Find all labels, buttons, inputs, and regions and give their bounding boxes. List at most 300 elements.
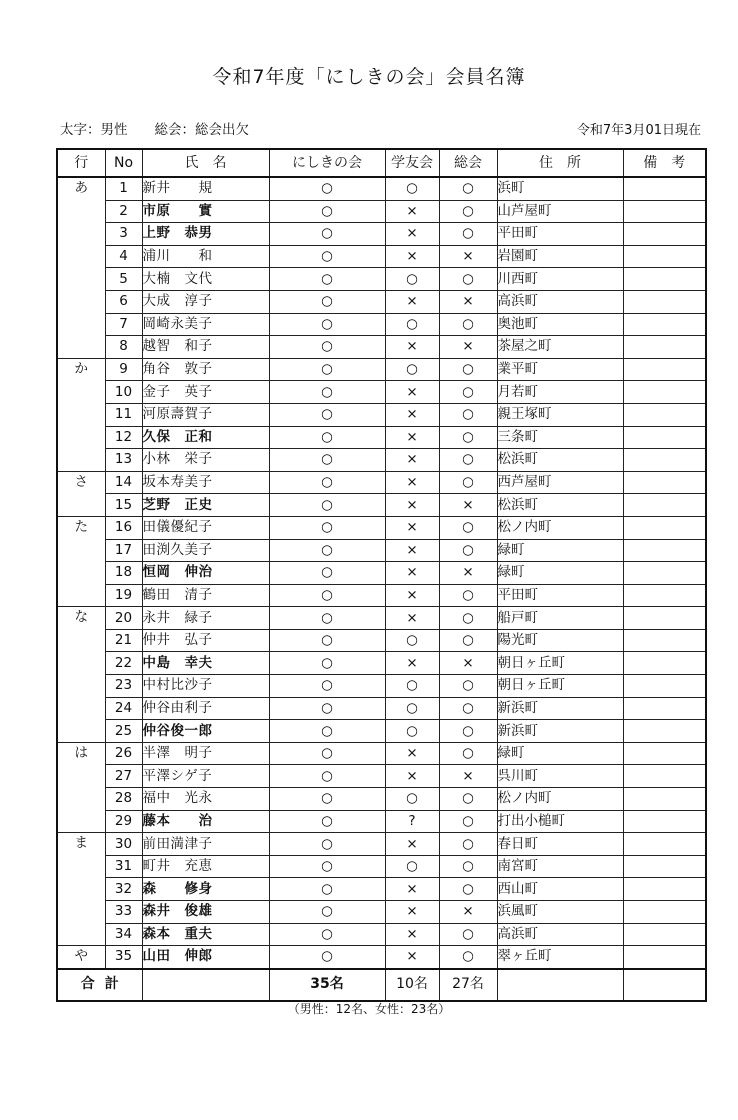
- nishiki-mark: ○: [269, 177, 385, 200]
- member-address: 松ノ内町: [497, 788, 623, 811]
- member-address: 緑町: [497, 742, 623, 765]
- gakuyu-mark: ○: [385, 675, 439, 698]
- member-notes: [623, 788, 706, 811]
- sokai-mark: ○: [439, 268, 497, 291]
- member-address: 月若町: [497, 381, 623, 404]
- gakuyu-mark: ×: [385, 742, 439, 765]
- member-no: 5: [105, 268, 142, 291]
- gakuyu-mark: ×: [385, 652, 439, 675]
- sokai-mark: ○: [439, 516, 497, 539]
- nishiki-mark: ○: [269, 923, 385, 946]
- table-row: [57, 223, 706, 246]
- member-notes: [623, 539, 706, 562]
- member-no: 3: [105, 223, 142, 246]
- total-notes-blank: [623, 969, 706, 1001]
- gakuyu-mark: ×: [385, 607, 439, 630]
- member-name: 森本 重夫: [142, 923, 269, 946]
- total-name-blank: [142, 969, 269, 1001]
- nishiki-mark: ○: [269, 223, 385, 246]
- member-no: 31: [105, 855, 142, 878]
- member-no: 22: [105, 652, 142, 675]
- member-notes: [623, 516, 706, 539]
- member-notes: [623, 652, 706, 675]
- member-address: 南宮町: [497, 855, 623, 878]
- gakuyu-mark: ○: [385, 788, 439, 811]
- sokai-mark: ×: [439, 494, 497, 517]
- sokai-mark: ○: [439, 855, 497, 878]
- gakuyu-mark: ○: [385, 629, 439, 652]
- sokai-mark: ○: [439, 742, 497, 765]
- gakuyu-mark: ×: [385, 584, 439, 607]
- gakuyu-mark: ○: [385, 720, 439, 743]
- member-no: 14: [105, 471, 142, 494]
- gender-count-footnote: （男性：12名、女性：23名）: [287, 1002, 451, 1016]
- member-notes: [623, 223, 706, 246]
- member-address: 高浜町: [497, 290, 623, 313]
- nishiki-mark: ○: [269, 358, 385, 381]
- nishiki-mark: ○: [269, 562, 385, 585]
- roster-body: [57, 177, 706, 969]
- member-notes: [623, 765, 706, 788]
- member-address: 西山町: [497, 878, 623, 901]
- gakuyu-mark: ×: [385, 426, 439, 449]
- member-notes: [623, 742, 706, 765]
- member-notes: [623, 494, 706, 517]
- member-notes: [623, 290, 706, 313]
- member-notes: [623, 268, 706, 291]
- member-notes: [623, 403, 706, 426]
- member-no: 11: [105, 403, 142, 426]
- gakuyu-mark: ×: [385, 562, 439, 585]
- member-address: 業平町: [497, 358, 623, 381]
- gakuyu-mark: ×: [385, 494, 439, 517]
- header-name: 氏 名: [142, 149, 269, 177]
- sokai-mark: ○: [439, 358, 497, 381]
- member-address: 松浜町: [497, 449, 623, 472]
- member-name: 仲谷由利子: [142, 697, 269, 720]
- member-address: 西芦屋町: [497, 471, 623, 494]
- nishiki-mark: ○: [269, 426, 385, 449]
- gakuyu-mark: ×: [385, 403, 439, 426]
- member-no: 13: [105, 449, 142, 472]
- member-name: 田儀優紀子: [142, 516, 269, 539]
- member-notes: [623, 855, 706, 878]
- member-address: 川西町: [497, 268, 623, 291]
- member-notes: [623, 675, 706, 698]
- gakuyu-mark: ×: [385, 471, 439, 494]
- member-notes: [623, 833, 706, 856]
- table-row: [57, 765, 706, 788]
- table-row: [57, 539, 706, 562]
- sokai-mark: ○: [439, 403, 497, 426]
- nishiki-mark: ○: [269, 516, 385, 539]
- member-notes: [623, 471, 706, 494]
- member-name: 仲谷俊一郎: [142, 720, 269, 743]
- member-name: 恒岡 伸治: [142, 562, 269, 585]
- member-address: 山芦屋町: [497, 200, 623, 223]
- table-row: [57, 833, 706, 856]
- member-notes: [623, 426, 706, 449]
- gakuyu-mark: ○: [385, 697, 439, 720]
- table-row: [57, 675, 706, 698]
- member-notes: [623, 720, 706, 743]
- nishiki-mark: ○: [269, 652, 385, 675]
- table-row: [57, 923, 706, 946]
- member-address: 平田町: [497, 584, 623, 607]
- member-address: 緑町: [497, 539, 623, 562]
- page-title: 令和7年度「にしきの会」会員名簿: [212, 66, 526, 88]
- member-no: 28: [105, 788, 142, 811]
- member-notes: [623, 923, 706, 946]
- member-name: 田渕久美子: [142, 539, 269, 562]
- nishiki-mark: ○: [269, 336, 385, 359]
- member-name: 岡崎永美子: [142, 313, 269, 336]
- gakuyu-mark: ○: [385, 268, 439, 291]
- gakuyu-mark: ×: [385, 946, 439, 969]
- table-row: [57, 946, 706, 969]
- sokai-mark: ○: [439, 177, 497, 200]
- member-address: 浜風町: [497, 901, 623, 924]
- total-nishiki: 35名: [269, 969, 385, 1001]
- member-notes: [623, 177, 706, 200]
- row-group-label: た: [57, 516, 105, 606]
- gakuyu-mark: ×: [385, 833, 439, 856]
- member-name: 上野 恭男: [142, 223, 269, 246]
- row-group-label: や: [57, 946, 105, 969]
- table-row: [57, 358, 706, 381]
- member-address: 親王塚町: [497, 403, 623, 426]
- member-name: 町井 充恵: [142, 855, 269, 878]
- member-address: 高浜町: [497, 923, 623, 946]
- gakuyu-mark: ×: [385, 539, 439, 562]
- gakuyu-mark: ×: [385, 336, 439, 359]
- member-no: 4: [105, 245, 142, 268]
- member-notes: [623, 245, 706, 268]
- member-no: 17: [105, 539, 142, 562]
- row-group-label: さ: [57, 471, 105, 516]
- member-name: 大楠 文代: [142, 268, 269, 291]
- gakuyu-mark: ×: [385, 381, 439, 404]
- sokai-mark: ○: [439, 607, 497, 630]
- member-address: 浜町: [497, 177, 623, 200]
- sokai-mark: ○: [439, 629, 497, 652]
- nishiki-mark: ○: [269, 742, 385, 765]
- member-no: 16: [105, 516, 142, 539]
- table-row: [57, 381, 706, 404]
- member-notes: [623, 313, 706, 336]
- sokai-mark: ○: [439, 426, 497, 449]
- member-name: 金子 英子: [142, 381, 269, 404]
- gakuyu-mark: ×: [385, 245, 439, 268]
- member-name: 藤本 治: [142, 810, 269, 833]
- member-no: 15: [105, 494, 142, 517]
- member-no: 23: [105, 675, 142, 698]
- nishiki-mark: ○: [269, 403, 385, 426]
- gakuyu-mark: ×: [385, 878, 439, 901]
- member-no: 10: [105, 381, 142, 404]
- nishiki-mark: ○: [269, 675, 385, 698]
- table-row: [57, 403, 706, 426]
- member-name: 半澤 明子: [142, 742, 269, 765]
- nishiki-mark: ○: [269, 946, 385, 969]
- nishiki-mark: ○: [269, 788, 385, 811]
- sokai-mark: ○: [439, 720, 497, 743]
- sokai-mark: ○: [439, 313, 497, 336]
- member-no: 2: [105, 200, 142, 223]
- header-notes: 備 考: [623, 149, 706, 177]
- nishiki-mark: ○: [269, 720, 385, 743]
- nishiki-mark: ○: [269, 200, 385, 223]
- table-row: [57, 742, 706, 765]
- sokai-mark: ×: [439, 290, 497, 313]
- member-name: 河原壽賀子: [142, 403, 269, 426]
- member-name: 前田満津子: [142, 833, 269, 856]
- member-no: 35: [105, 946, 142, 969]
- member-name: 坂本寿美子: [142, 471, 269, 494]
- member-no: 32: [105, 878, 142, 901]
- header-no: No: [105, 149, 142, 177]
- sokai-mark: ○: [439, 675, 497, 698]
- member-address: 岩園町: [497, 245, 623, 268]
- nishiki-mark: ○: [269, 268, 385, 291]
- table-row: [57, 177, 706, 200]
- gakuyu-mark: ×: [385, 765, 439, 788]
- member-name: 越智 和子: [142, 336, 269, 359]
- sokai-mark: ○: [439, 471, 497, 494]
- sokai-mark: ○: [439, 810, 497, 833]
- member-notes: [623, 810, 706, 833]
- member-address: 陽光町: [497, 629, 623, 652]
- table-row: [57, 200, 706, 223]
- member-name: 大成 淳子: [142, 290, 269, 313]
- member-notes: [623, 607, 706, 630]
- member-notes: [623, 381, 706, 404]
- member-notes: [623, 878, 706, 901]
- row-group-label: な: [57, 607, 105, 743]
- member-address: 松ノ内町: [497, 516, 623, 539]
- member-no: 25: [105, 720, 142, 743]
- sokai-mark: ○: [439, 381, 497, 404]
- table-row: [57, 810, 706, 833]
- sokai-mark: ○: [439, 788, 497, 811]
- gakuyu-mark: ○: [385, 177, 439, 200]
- member-address: 松浜町: [497, 494, 623, 517]
- header-row: [57, 149, 706, 177]
- nishiki-mark: ○: [269, 471, 385, 494]
- gakuyu-mark: ×: [385, 449, 439, 472]
- member-address: 奥池町: [497, 313, 623, 336]
- gakuyu-mark: ×: [385, 516, 439, 539]
- header-gyo: 行: [57, 149, 105, 177]
- gakuyu-mark: ○: [385, 313, 439, 336]
- sokai-mark: ×: [439, 562, 497, 585]
- table-row: [57, 449, 706, 472]
- member-name: 久保 正和: [142, 426, 269, 449]
- member-no: 9: [105, 358, 142, 381]
- table-row: [57, 562, 706, 585]
- member-name: 鶴田 清子: [142, 584, 269, 607]
- member-address: 茶屋之町: [497, 336, 623, 359]
- table-row: [57, 697, 706, 720]
- member-notes: [623, 946, 706, 969]
- legend: 太字：男性 総会：総会出欠: [60, 122, 249, 138]
- member-name: 小林 栄子: [142, 449, 269, 472]
- row-group-label: か: [57, 358, 105, 471]
- total-label: 合計: [57, 969, 142, 1001]
- member-no: 12: [105, 426, 142, 449]
- nishiki-mark: ○: [269, 697, 385, 720]
- sokai-mark: ○: [439, 878, 497, 901]
- member-name: 浦川 和: [142, 245, 269, 268]
- nishiki-mark: ○: [269, 449, 385, 472]
- member-no: 30: [105, 833, 142, 856]
- nishiki-mark: ○: [269, 901, 385, 924]
- table-row: [57, 245, 706, 268]
- member-no: 7: [105, 313, 142, 336]
- nishiki-mark: ○: [269, 290, 385, 313]
- nishiki-mark: ○: [269, 313, 385, 336]
- nishiki-mark: ○: [269, 833, 385, 856]
- member-name: 森 修身: [142, 878, 269, 901]
- table-row: [57, 494, 706, 517]
- member-address: 呉川町: [497, 765, 623, 788]
- as-of-date: 令和7年3月01日現在: [576, 123, 701, 138]
- member-address: 新浜町: [497, 720, 623, 743]
- member-notes: [623, 449, 706, 472]
- gakuyu-mark: ×: [385, 901, 439, 924]
- member-no: 26: [105, 742, 142, 765]
- member-no: 24: [105, 697, 142, 720]
- row-group-label: は: [57, 742, 105, 832]
- member-name: 山田 伸郎: [142, 946, 269, 969]
- member-name: 永井 緑子: [142, 607, 269, 630]
- table-row: [57, 855, 706, 878]
- member-name: 平澤シゲ子: [142, 765, 269, 788]
- member-name: 仲井 弘子: [142, 629, 269, 652]
- member-name: 芝野 正史: [142, 494, 269, 517]
- sokai-mark: ×: [439, 652, 497, 675]
- member-no: 29: [105, 810, 142, 833]
- total-sokai: 27名: [439, 969, 497, 1001]
- table-row: [57, 878, 706, 901]
- member-address: 緑町: [497, 562, 623, 585]
- table-row: [57, 584, 706, 607]
- gakuyu-mark: ×: [385, 923, 439, 946]
- table-row: [57, 336, 706, 359]
- member-no: 34: [105, 923, 142, 946]
- total-row: [57, 969, 706, 1001]
- nishiki-mark: ○: [269, 494, 385, 517]
- sokai-mark: ○: [439, 223, 497, 246]
- nishiki-mark: ○: [269, 245, 385, 268]
- member-name: 角谷 敦子: [142, 358, 269, 381]
- sokai-mark: ○: [439, 697, 497, 720]
- row-group-label: ま: [57, 833, 105, 946]
- member-address: 朝日ヶ丘町: [497, 652, 623, 675]
- sokai-mark: ○: [439, 923, 497, 946]
- gakuyu-mark: ?: [385, 810, 439, 833]
- member-address: 三条町: [497, 426, 623, 449]
- member-notes: [623, 336, 706, 359]
- header-nishiki: にしきの会: [269, 149, 385, 177]
- member-notes: [623, 697, 706, 720]
- member-roster-table: [56, 148, 707, 1002]
- table-row: [57, 290, 706, 313]
- sokai-mark: ○: [439, 449, 497, 472]
- member-name: 森井 俊雄: [142, 901, 269, 924]
- member-address: 打出小槌町: [497, 810, 623, 833]
- nishiki-mark: ○: [269, 381, 385, 404]
- member-notes: [623, 629, 706, 652]
- member-address: 新浜町: [497, 697, 623, 720]
- member-notes: [623, 358, 706, 381]
- gakuyu-mark: ×: [385, 290, 439, 313]
- member-address: 翠ヶ丘町: [497, 946, 623, 969]
- nishiki-mark: ○: [269, 584, 385, 607]
- member-name: 市原 實: [142, 200, 269, 223]
- member-name: 中島 幸夫: [142, 652, 269, 675]
- nishiki-mark: ○: [269, 855, 385, 878]
- table-row: [57, 268, 706, 291]
- member-address: 平田町: [497, 223, 623, 246]
- header-gakuyu: 学友会: [385, 149, 439, 177]
- sokai-mark: ×: [439, 336, 497, 359]
- header-address: 住 所: [497, 149, 623, 177]
- gakuyu-mark: ○: [385, 855, 439, 878]
- member-no: 8: [105, 336, 142, 359]
- table-row: [57, 516, 706, 539]
- member-address: 船戸町: [497, 607, 623, 630]
- table-row: [57, 788, 706, 811]
- table-row: [57, 901, 706, 924]
- total-gakuyu: 10名: [385, 969, 439, 1001]
- member-address: 春日町: [497, 833, 623, 856]
- member-notes: [623, 584, 706, 607]
- member-no: 6: [105, 290, 142, 313]
- sokai-mark: ×: [439, 765, 497, 788]
- member-no: 18: [105, 562, 142, 585]
- gakuyu-mark: ×: [385, 223, 439, 246]
- member-address: 朝日ヶ丘町: [497, 675, 623, 698]
- member-notes: [623, 200, 706, 223]
- sokai-mark: ○: [439, 833, 497, 856]
- sokai-mark: ○: [439, 584, 497, 607]
- sokai-mark: ×: [439, 901, 497, 924]
- row-group-label: あ: [57, 177, 105, 358]
- member-no: 19: [105, 584, 142, 607]
- nishiki-mark: ○: [269, 607, 385, 630]
- gakuyu-mark: ×: [385, 200, 439, 223]
- member-name: 中村比沙子: [142, 675, 269, 698]
- member-no: 20: [105, 607, 142, 630]
- sokai-mark: ×: [439, 245, 497, 268]
- nishiki-mark: ○: [269, 878, 385, 901]
- sokai-mark: ○: [439, 946, 497, 969]
- table-row: [57, 720, 706, 743]
- total-address-blank: [497, 969, 623, 1001]
- nishiki-mark: ○: [269, 539, 385, 562]
- table-row: [57, 471, 706, 494]
- member-no: 27: [105, 765, 142, 788]
- table-row: [57, 313, 706, 336]
- nishiki-mark: ○: [269, 629, 385, 652]
- gakuyu-mark: ○: [385, 358, 439, 381]
- table-row: [57, 426, 706, 449]
- nishiki-mark: ○: [269, 765, 385, 788]
- member-no: 21: [105, 629, 142, 652]
- sokai-mark: ○: [439, 539, 497, 562]
- sokai-mark: ○: [439, 200, 497, 223]
